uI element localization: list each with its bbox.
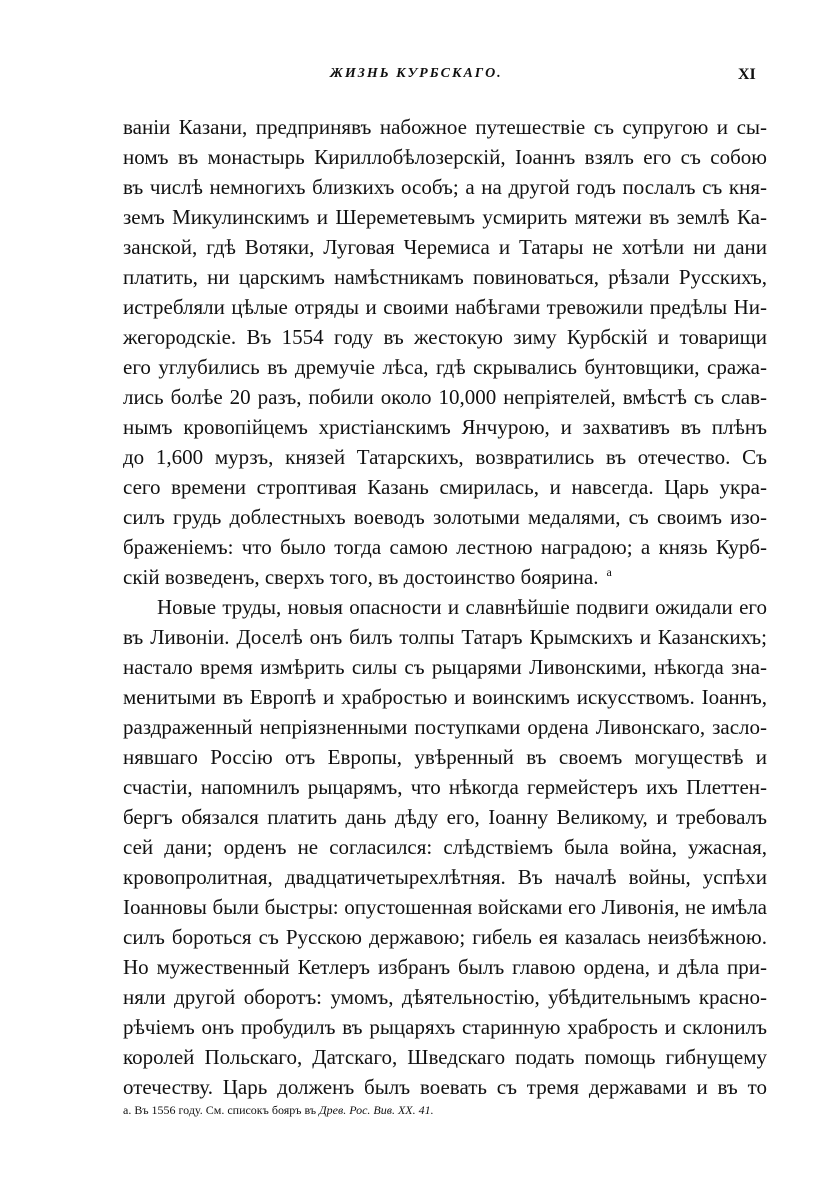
text-line: отечеству. Царь долженъ былъ воевать съ тремя державами и въ то bbox=[123, 1075, 767, 1099]
text-line: настало время измѣрить силы съ рыцарями Ливонскими, нѣкогда зна- bbox=[123, 655, 767, 679]
text-line: сего времени строптивая Казань смирилась, и навсегда. Царь укра- bbox=[123, 475, 767, 499]
footnote-source: Древ. Рос. Вив. XX. 41. bbox=[319, 1103, 434, 1117]
footnote bbox=[123, 1103, 434, 1118]
footnote-text: а. Въ 1556 году. См. списокъ бояръ въ bbox=[123, 1103, 320, 1117]
text-line: силъ бороться съ Русскою державою; гибель ея казалась неизбѣжною. bbox=[123, 925, 767, 949]
body-text bbox=[123, 112, 767, 1102]
text-line: истребляли цѣлые отряды и своими набѣгами тревожили предѣлы Ни- bbox=[123, 295, 767, 319]
text-line: въ числѣ немногихъ близкихъ особъ; а на другой годъ послалъ съ кня- bbox=[123, 175, 767, 199]
text-line: браженіемъ: что было тогда самою лестною наградою; а князь Курб- bbox=[123, 535, 767, 559]
text-line: счастіи, напомнилъ рыцарямъ, что нѣкогда гермейстеръ ихъ Плеттен- bbox=[123, 775, 767, 799]
text-line: нымъ кровопійцемъ христіанскимъ Янчурою, и захвативъ въ плѣнъ bbox=[123, 415, 767, 439]
text-line: номъ въ монастырь Кириллобѣлозерскій, Іоаннъ взялъ его съ собою bbox=[123, 145, 767, 169]
text-line: бергъ обязался платить дань дѣду его, Іоанну Великому, и требовалъ bbox=[123, 805, 767, 829]
text-line: королей Польскаго, Датскаго, Шведскаго подать помощь гибнущему bbox=[123, 1045, 767, 1069]
text-line: его углубились въ дремучіе лѣса, гдѣ скрывались бунтовщики, сража- bbox=[123, 355, 767, 379]
text-line-indented: Новые труды, новыя опасности и славнѣйшіе подвиги ожидали его bbox=[157, 595, 767, 619]
text-line-last bbox=[123, 562, 767, 592]
text-line: Іоанновы были быстры: опустошенная войсками его Ливонія, не имѣла bbox=[123, 895, 767, 919]
footnote-marker: а bbox=[606, 565, 612, 579]
running-head bbox=[0, 66, 840, 92]
running-title: ЖИЗНЬ КУРБСКАГО. bbox=[330, 66, 503, 81]
text-line: платить, ни царскимъ намѣстникамъ повиноваться, рѣзали Русскихъ, bbox=[123, 265, 767, 289]
text-line: кровопролитная, двадцатичетырехлѣтняя. Въ началѣ войны, успѣхи bbox=[123, 865, 767, 889]
text-line: лись болѣе 20 разъ, побили около 10,000 непріятелей, вмѣстѣ съ слав- bbox=[123, 385, 767, 409]
text-line: силъ грудь доблестныхъ воеводъ золотыми медалями, съ своимъ изо- bbox=[123, 505, 767, 529]
text-line: рѣчіемъ онъ пробудилъ въ рыцаряхъ старинную храбрость и склонилъ bbox=[123, 1015, 767, 1039]
text-line: ваніи Казани, предпринявъ набожное путешествіе съ супругою и сы- bbox=[123, 115, 767, 139]
text-line-content: скій возведенъ, сверхъ того, въ достоинство боярина. bbox=[123, 565, 599, 589]
text-line: раздраженный непріязненными поступками ордена Ливонскаго, засло- bbox=[123, 715, 767, 739]
page-number: XI bbox=[738, 66, 756, 83]
text-line: жегородскіе. Въ 1554 году въ жестокую зиму Курбскій и товарищи bbox=[123, 325, 767, 349]
text-line: въ Ливоніи. Доселѣ онъ билъ толпы Татаръ Крымскихъ и Казанскихъ; bbox=[123, 625, 767, 649]
text-line: Но мужественный Кетлеръ избранъ былъ главою ордена, и дѣла при- bbox=[123, 955, 767, 979]
text-line: земъ Микулинскимъ и Шереметевымъ усмирить мятежи въ землѣ Ка- bbox=[123, 205, 767, 229]
text-line: менитыми въ Европѣ и храбростью и воинскимъ искусствомъ. Іоаннъ, bbox=[123, 685, 767, 709]
text-line: занской, гдѣ Вотяки, Луговая Черемиса и Татары не хотѣли ни дани bbox=[123, 235, 767, 259]
text-line: нявшаго Россію отъ Европы, увѣренный въ своемъ могуществѣ и bbox=[123, 745, 767, 769]
text-line: няли другой оборотъ: умомъ, дѣятельностію, убѣдительнымъ красно- bbox=[123, 985, 767, 1009]
text-line: сей дани; орденъ не согласился: слѣдствіемъ была война, ужасная, bbox=[123, 835, 767, 859]
text-line: до 1,600 мурзъ, князей Татарскихъ, возвратились въ отечество. Съ bbox=[123, 445, 767, 469]
